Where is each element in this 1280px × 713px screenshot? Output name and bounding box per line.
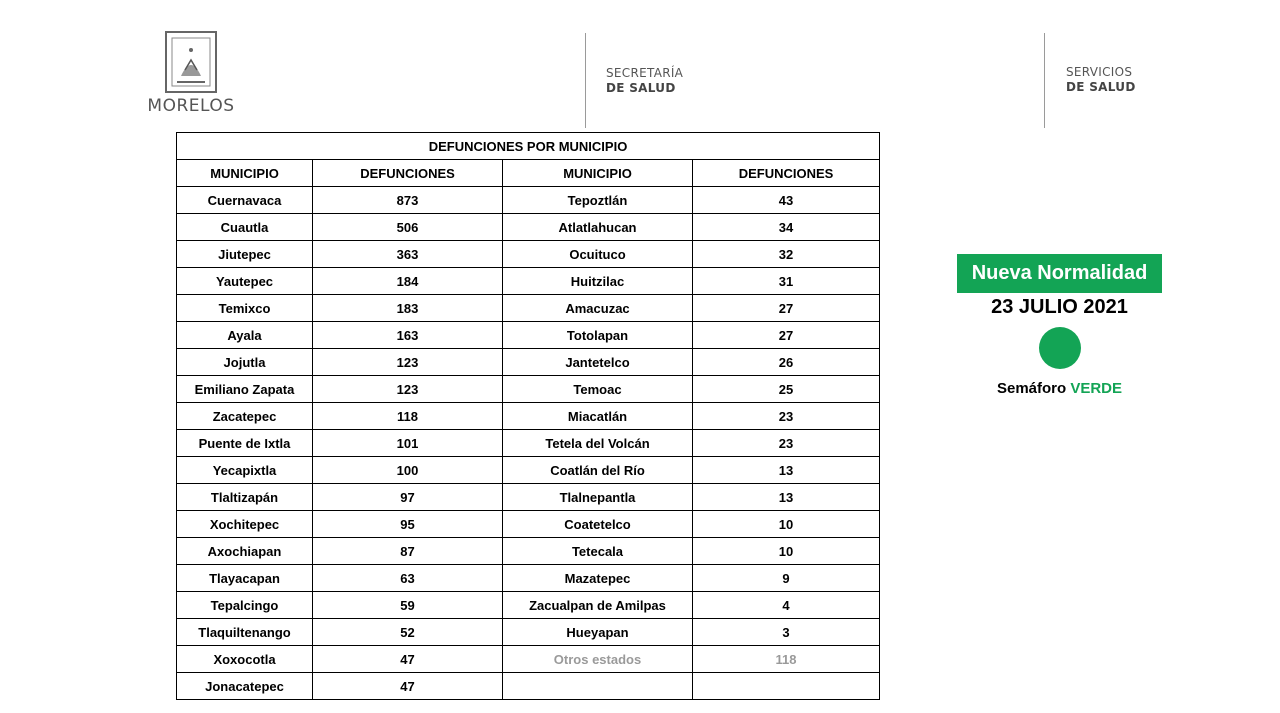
table-row [177,646,880,673]
municipio-cell: Tepoztlán [503,187,693,214]
column-header: MUNICIPIO [177,160,313,187]
defunciones-cell: 26 [693,349,880,376]
table-row [177,592,880,619]
defunciones-cell: 97 [313,484,503,511]
empty-cell [693,673,880,700]
municipio-cell: Temixco [177,295,313,322]
column-header: DEFUNCIONES [693,160,880,187]
defunciones-cell: 184 [313,268,503,295]
table-row [177,403,880,430]
municipio-cell: Tepalcingo [177,592,313,619]
defunciones-cell: 59 [313,592,503,619]
defunciones-cell: 9 [693,565,880,592]
defunciones-cell: 23 [693,430,880,457]
municipio-cell: Coatlán del Río [503,457,693,484]
defunciones-cell: 183 [313,295,503,322]
defunciones-cell: 363 [313,241,503,268]
municipio-cell: Puente de Ixtla [177,430,313,457]
defunciones-cell: 118 [313,403,503,430]
municipio-cell: Jojutla [177,349,313,376]
municipio-cell: Miacatlán [503,403,693,430]
municipio-cell: Jiutepec [177,241,313,268]
defunciones-cell: 32 [693,241,880,268]
column-header: DEFUNCIONES [313,160,503,187]
defunciones-cell: 34 [693,214,880,241]
municipio-cell: Axochiapan [177,538,313,565]
deaths-by-municipality-table [176,132,880,700]
municipio-cell: Yautepec [177,268,313,295]
table-row [177,322,880,349]
defunciones-cell: 123 [313,349,503,376]
defunciones-cell: 3 [693,619,880,646]
municipio-cell: Ocuituco [503,241,693,268]
header-divider [585,33,586,128]
nueva-normalidad-badge: Nueva Normalidad [957,254,1162,293]
table-row [177,295,880,322]
table-row [177,268,880,295]
table-title: DEFUNCIONES POR MUNICIPIO [177,133,880,160]
table-row [177,376,880,403]
column-header: MUNICIPIO [503,160,693,187]
traffic-light-green-icon [1039,327,1081,369]
municipio-cell: Zacualpan de Amilpas [503,592,693,619]
table-row [177,349,880,376]
defunciones-cell: 27 [693,322,880,349]
table-row [177,511,880,538]
defunciones-cell: 123 [313,376,503,403]
defunciones-cell: 506 [313,214,503,241]
semaforo-label: Semáforo [996,380,1067,397]
municipio-cell: Hueyapan [503,619,693,646]
defunciones-cell: 31 [693,268,880,295]
municipio-cell: Jonacatepec [177,673,313,700]
table-row [177,538,880,565]
municipio-cell: Tlaltizapán [177,484,313,511]
empty-cell [503,673,693,700]
defunciones-cell: 43 [693,187,880,214]
municipio-cell: Xoxocotla [177,646,313,673]
servicios-de-salud-label [1066,65,1136,95]
municipio-cell: Cuautla [177,214,313,241]
municipio-cell: Xochitepec [177,511,313,538]
defunciones-cell: 87 [313,538,503,565]
table-row [177,619,880,646]
municipio-cell: Coatetelco [503,511,693,538]
table-row [177,673,880,700]
semaforo-value: VERDE [1070,380,1123,397]
secretaria-line2: DE SALUD [606,81,676,95]
municipio-cell: Jantetelco [503,349,693,376]
defunciones-cell: 47 [313,673,503,700]
secretaria-de-salud-label [606,66,683,96]
municipio-cell: Mazatepec [503,565,693,592]
municipio-cell: Temoac [503,376,693,403]
semaforo-status [957,380,1162,397]
defunciones-cell: 63 [313,565,503,592]
table-row [177,430,880,457]
otros-estados-cell: Otros estados [503,646,693,673]
defunciones-cell: 47 [313,646,503,673]
defunciones-cell: 4 [693,592,880,619]
defunciones-cell: 100 [313,457,503,484]
defunciones-cell: 13 [693,457,880,484]
servicios-line1: SERVICIOS [1066,65,1133,79]
table-row [177,484,880,511]
defunciones-cell: 163 [313,322,503,349]
table-row [177,214,880,241]
defunciones-cell: 873 [313,187,503,214]
servicios-line2: DE SALUD [1066,80,1136,94]
morelos-coat-of-arms-icon [163,30,219,94]
municipio-cell: Zacatepec [177,403,313,430]
table-row [177,187,880,214]
municipio-cell: Ayala [177,322,313,349]
defunciones-cell: 10 [693,538,880,565]
morelos-logo [146,30,236,120]
report-date: 23 JULIO 2021 [991,296,1128,318]
defunciones-cell: 23 [693,403,880,430]
table-row [177,565,880,592]
defunciones-cell: 13 [693,484,880,511]
defunciones-cell: 52 [313,619,503,646]
table-row [177,241,880,268]
table-row [177,457,880,484]
municipio-cell: Tetela del Volcán [503,430,693,457]
municipio-cell: Tetecala [503,538,693,565]
otros-estados-defunciones-cell: 118 [693,646,880,673]
municipio-cell: Atlatlahucan [503,214,693,241]
municipio-cell: Totolapan [503,322,693,349]
municipio-cell: Emiliano Zapata [177,376,313,403]
defunciones-cell: 10 [693,511,880,538]
municipio-cell: Yecapixtla [177,457,313,484]
secretaria-line1: SECRETARÍA [606,66,684,80]
defunciones-cell: 27 [693,295,880,322]
municipio-cell: Cuernavaca [177,187,313,214]
header-divider [1044,33,1045,128]
municipio-cell: Tlalnepantla [503,484,693,511]
municipio-cell: Amacuzac [503,295,693,322]
defunciones-cell: 101 [313,430,503,457]
municipio-cell: Tlaquiltenango [177,619,313,646]
municipio-cell: Huitzilac [503,268,693,295]
municipio-cell: Tlayacapan [177,565,313,592]
state-name: MORELOS [147,96,235,116]
defunciones-cell: 25 [693,376,880,403]
defunciones-cell: 95 [313,511,503,538]
